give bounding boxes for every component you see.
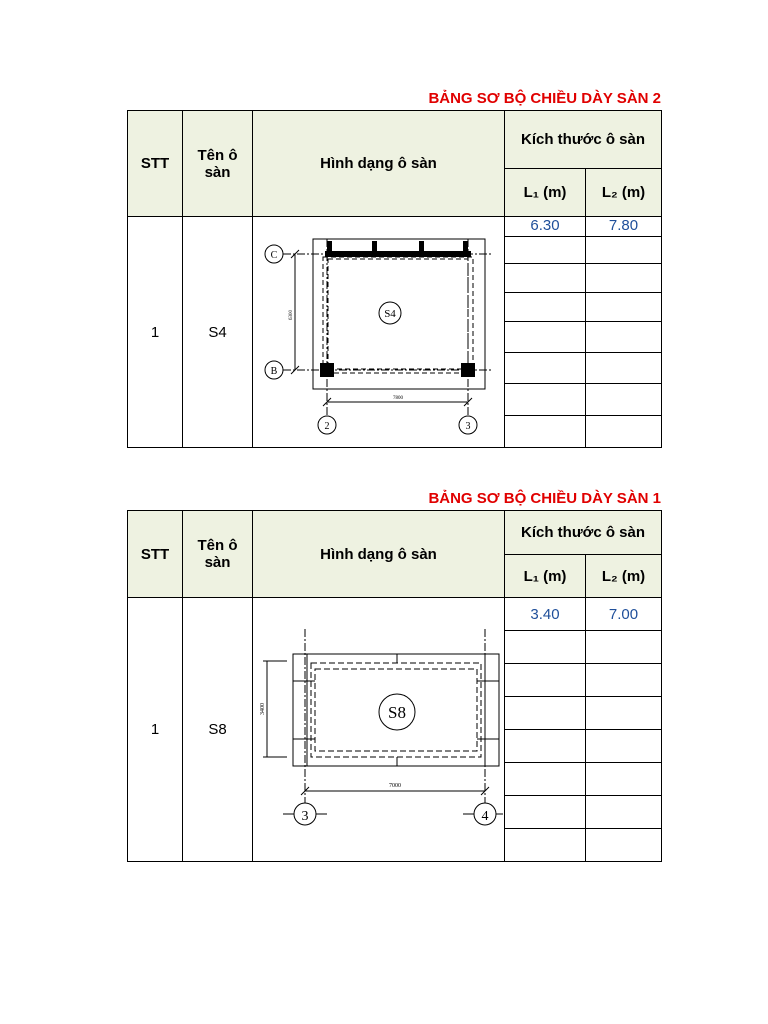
slab-plan-drawing <box>253 599 505 861</box>
dim-vertical-label: 3400 <box>260 702 266 715</box>
slab-table-2 <box>127 90 661 448</box>
header-stt: STT <box>128 511 183 598</box>
slab-thickness-table <box>127 110 662 448</box>
header-l2: L₂ (m) <box>586 169 662 217</box>
cell-slab-name: S4 <box>183 217 253 448</box>
header-l1: L₁ (m) <box>505 169 586 217</box>
header-slab-name: Tên ô sàn <box>183 511 253 598</box>
header-slab-name: Tên ô sàn <box>183 111 253 217</box>
svg-text:B: B <box>270 366 278 377</box>
svg-text:C: C <box>270 250 278 261</box>
svg-text:2: 2 <box>324 421 330 432</box>
header-l1: L₁ (m) <box>505 555 586 598</box>
cell-stt: 1 <box>128 217 183 448</box>
cell-slab-name: S8 <box>183 598 253 862</box>
header-slab-dimensions: Kích thước ô sàn <box>505 511 662 555</box>
cell-l1: 3.40 <box>505 598 586 631</box>
table-title: BẢNG SƠ BỘ CHIỀU DÀY SÀN 2 <box>428 90 661 107</box>
dim-vertical-label: 6300 <box>289 310 294 320</box>
cell-l1: 6.30 <box>505 217 586 237</box>
slab-plan-drawing <box>253 217 505 447</box>
cell-l2: 7.80 <box>586 217 662 237</box>
header-stt: STT <box>128 111 183 217</box>
slab-drawing-cell <box>253 217 505 448</box>
header-slab-shape: Hình dạng ô sàn <box>253 511 505 598</box>
dim-horizontal-label: 7000 <box>389 782 401 789</box>
slab-drawing-cell <box>253 598 505 862</box>
svg-text:3: 3 <box>301 808 309 824</box>
slab-thickness-table <box>127 510 662 862</box>
header-slab-shape: Hình dạng ô sàn <box>253 111 505 217</box>
header-slab-dimensions: Kích thước ô sàn <box>505 111 662 169</box>
dim-horizontal-label: 7800 <box>393 396 403 401</box>
table-title: BẢNG SƠ BỘ CHIỀU DÀY SÀN 1 <box>428 490 661 507</box>
slab-label: S4 <box>384 308 396 320</box>
slab-label: S8 <box>388 702 406 722</box>
cell-stt: 1 <box>128 598 183 862</box>
svg-text:3: 3 <box>465 421 471 432</box>
slab-table-1 <box>127 490 661 862</box>
svg-text:4: 4 <box>481 808 489 824</box>
cell-l2: 7.00 <box>586 598 662 631</box>
header-l2: L₂ (m) <box>586 555 662 598</box>
